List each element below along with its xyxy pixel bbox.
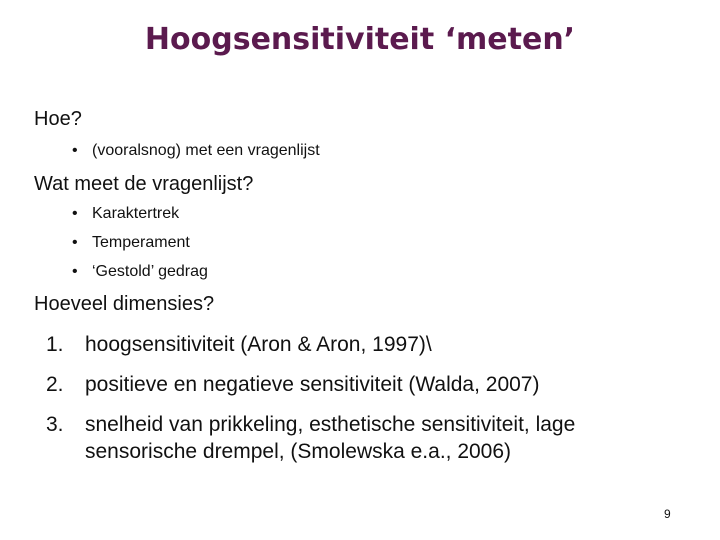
- numbered-item-1: [46, 331, 432, 358]
- bullet-icon: •: [72, 263, 78, 280]
- bullet-icon: •: [72, 234, 78, 251]
- numbered-item-2: [46, 371, 539, 398]
- item-number: 2.: [46, 373, 64, 396]
- section-heading-hoeveel: Hoeveel dimensies?: [34, 293, 215, 315]
- section-heading-wat: Wat meet de vragenlijst?: [34, 173, 254, 195]
- numbered-item-3: [46, 411, 575, 465]
- item-text-line2: sensorische drempel, (Smolewska e.a., 2006): [85, 440, 512, 463]
- bullet-text: ‘Gestold’ gedrag: [92, 263, 208, 280]
- bullet-icon: •: [72, 205, 78, 222]
- list-item: [72, 233, 190, 253]
- bullet-text: (vooralsnog) met een vragenlijst: [92, 142, 320, 159]
- bullet-text: Karaktertrek: [92, 205, 180, 222]
- bullet-text: Temperament: [92, 234, 190, 251]
- item-number: 3.: [46, 413, 64, 436]
- bullet-icon: •: [72, 142, 78, 159]
- item-text: hoogsensitiviteit (Aron & Aron, 1997)\: [85, 333, 432, 356]
- item-text-line1: snelheid van prikkeling, esthetische sensitiviteit, lage: [85, 413, 576, 436]
- item-text: positieve en negatieve sensitiviteit (Walda, 2007): [85, 373, 540, 396]
- section-heading-hoe: Hoe?: [34, 108, 82, 130]
- list-item: [72, 141, 320, 161]
- slide-title: Hoogsensitiviteit ‘meten’: [144, 22, 576, 57]
- list-item: [72, 204, 179, 224]
- page-number: 9: [664, 507, 671, 521]
- list-item: [72, 262, 208, 282]
- item-number: 1.: [46, 333, 64, 356]
